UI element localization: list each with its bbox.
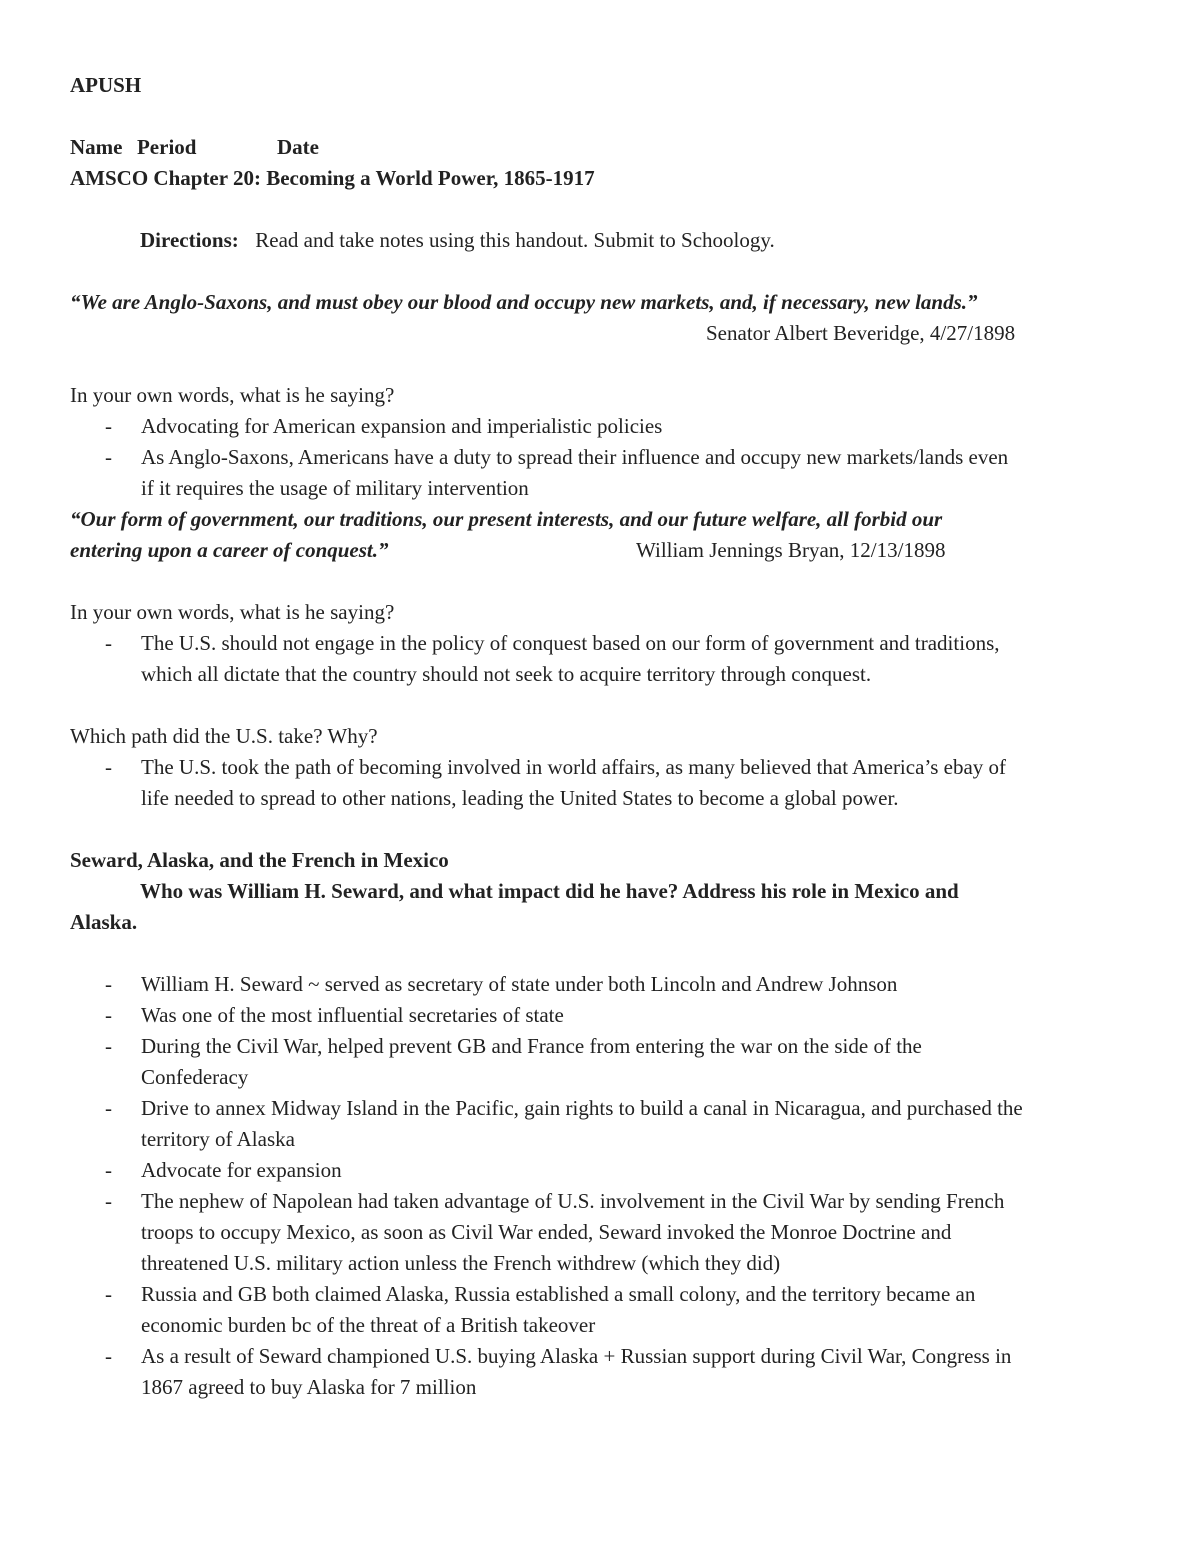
list-item-continuation: economic burden bc of the threat of a British takeover [141,1313,596,1337]
list-item: The nephew of Napolean had taken advantage of U.S. involvement in the Civil War by sending French [141,1189,1005,1213]
list-item: During the Civil War, helped prevent GB and France from entering the war on the side of the [141,1034,922,1058]
section-question-line-1: Who was William H. Seward, and what impact did he have? Address his role in Mexico and [140,879,959,903]
directions-label: Directions: [140,228,239,252]
bullet-marker: - [105,1003,112,1027]
period-label: Period [136,135,197,159]
list-item: As a result of Seward championed U.S. buying Alaska + Russian support during Civil War, Congress in [141,1344,1012,1368]
bullet-marker: - [105,1344,112,1368]
bullet-marker: - [105,1282,112,1306]
quote-bryan-line-1: “Our form of government, our traditions, our present interests, and our future welfare, all forbid our [70,507,943,531]
bullet-marker: - [105,972,112,996]
directions [140,225,775,256]
bullet-marker: - [105,631,112,655]
question-3-prompt: Which path did the U.S. take? Why? [70,724,378,748]
bullet-marker: - [105,445,112,469]
list-item: Drive to annex Midway Island in the Pacific, gain rights to build a canal in Nicaragua, and purchased the [141,1096,1023,1120]
quote-beveridge: “We are Anglo-Saxons, and must obey our blood and occupy new markets, and, if necessary, new lands.” [70,290,978,314]
list-item-continuation: 1867 agreed to buy Alaska for 7 million [141,1375,477,1399]
list-item: The U.S. should not engage in the policy of conquest based on our form of government and traditions, [141,631,1000,655]
section-heading: Seward, Alaska, and the French in Mexico [70,848,449,872]
list-item-continuation: territory of Alaska [141,1127,295,1151]
list-item-continuation: Confederacy [141,1065,249,1089]
list-item-continuation: threatened U.S. military action unless the French withdrew (which they did) [141,1251,781,1275]
header-fields [70,132,319,163]
list-item: Was one of the most influential secretaries of state [141,1003,564,1027]
date-label: Date [276,135,319,159]
quote-beveridge-attribution: Senator Albert Beveridge, 4/27/1898 [706,321,1016,345]
question-2-prompt: In your own words, what is he saying? [70,600,395,624]
list-item-continuation: troops to occupy Mexico, as soon as Civil War ended, Seward invoked the Monroe Doctrine and [141,1220,952,1244]
course-title: APUSH [70,73,142,97]
section-question-line-2: Alaska. [70,910,138,934]
quote-bryan-attribution: William Jennings Bryan, 12/13/1898 [636,538,946,562]
bullet-marker: - [105,1158,112,1182]
list-item-continuation: which all dictate that the country should not seek to acquire territory through conquest. [141,662,872,686]
bullet-marker: - [105,1034,112,1058]
question-1-prompt: In your own words, what is he saying? [70,383,395,407]
bullet-marker: - [105,1096,112,1120]
list-item: As Anglo-Saxons, Americans have a duty to spread their influence and occupy new markets/lands even [141,445,1009,469]
list-item: Advocate for expansion [141,1158,342,1182]
bullet-marker: - [105,1189,112,1213]
quote-bryan-line-2: entering upon a career of conquest.” [70,538,389,562]
list-item: William H. Seward ~ served as secretary of state under both Lincoln and Andrew Johnson [141,972,898,996]
name-label: Name [70,135,123,159]
bullet-marker: - [105,414,112,438]
bullet-marker: - [105,755,112,779]
chapter-title: AMSCO Chapter 20: Becoming a World Power, 1865-1917 [70,166,595,190]
list-item: Advocating for American expansion and imperialistic policies [141,414,663,438]
directions-text: Read and take notes using this handout. Submit to Schoology. [255,228,775,252]
list-item: The U.S. took the path of becoming involved in world affairs, as many believed that America’s ebay of [141,755,1007,779]
list-item: Russia and GB both claimed Alaska, Russia established a small colony, and the territory became an [141,1282,976,1306]
list-item-continuation: life needed to spread to other nations, leading the United States to become a global power. [141,786,899,810]
list-item-continuation: if it requires the usage of military intervention [141,476,529,500]
